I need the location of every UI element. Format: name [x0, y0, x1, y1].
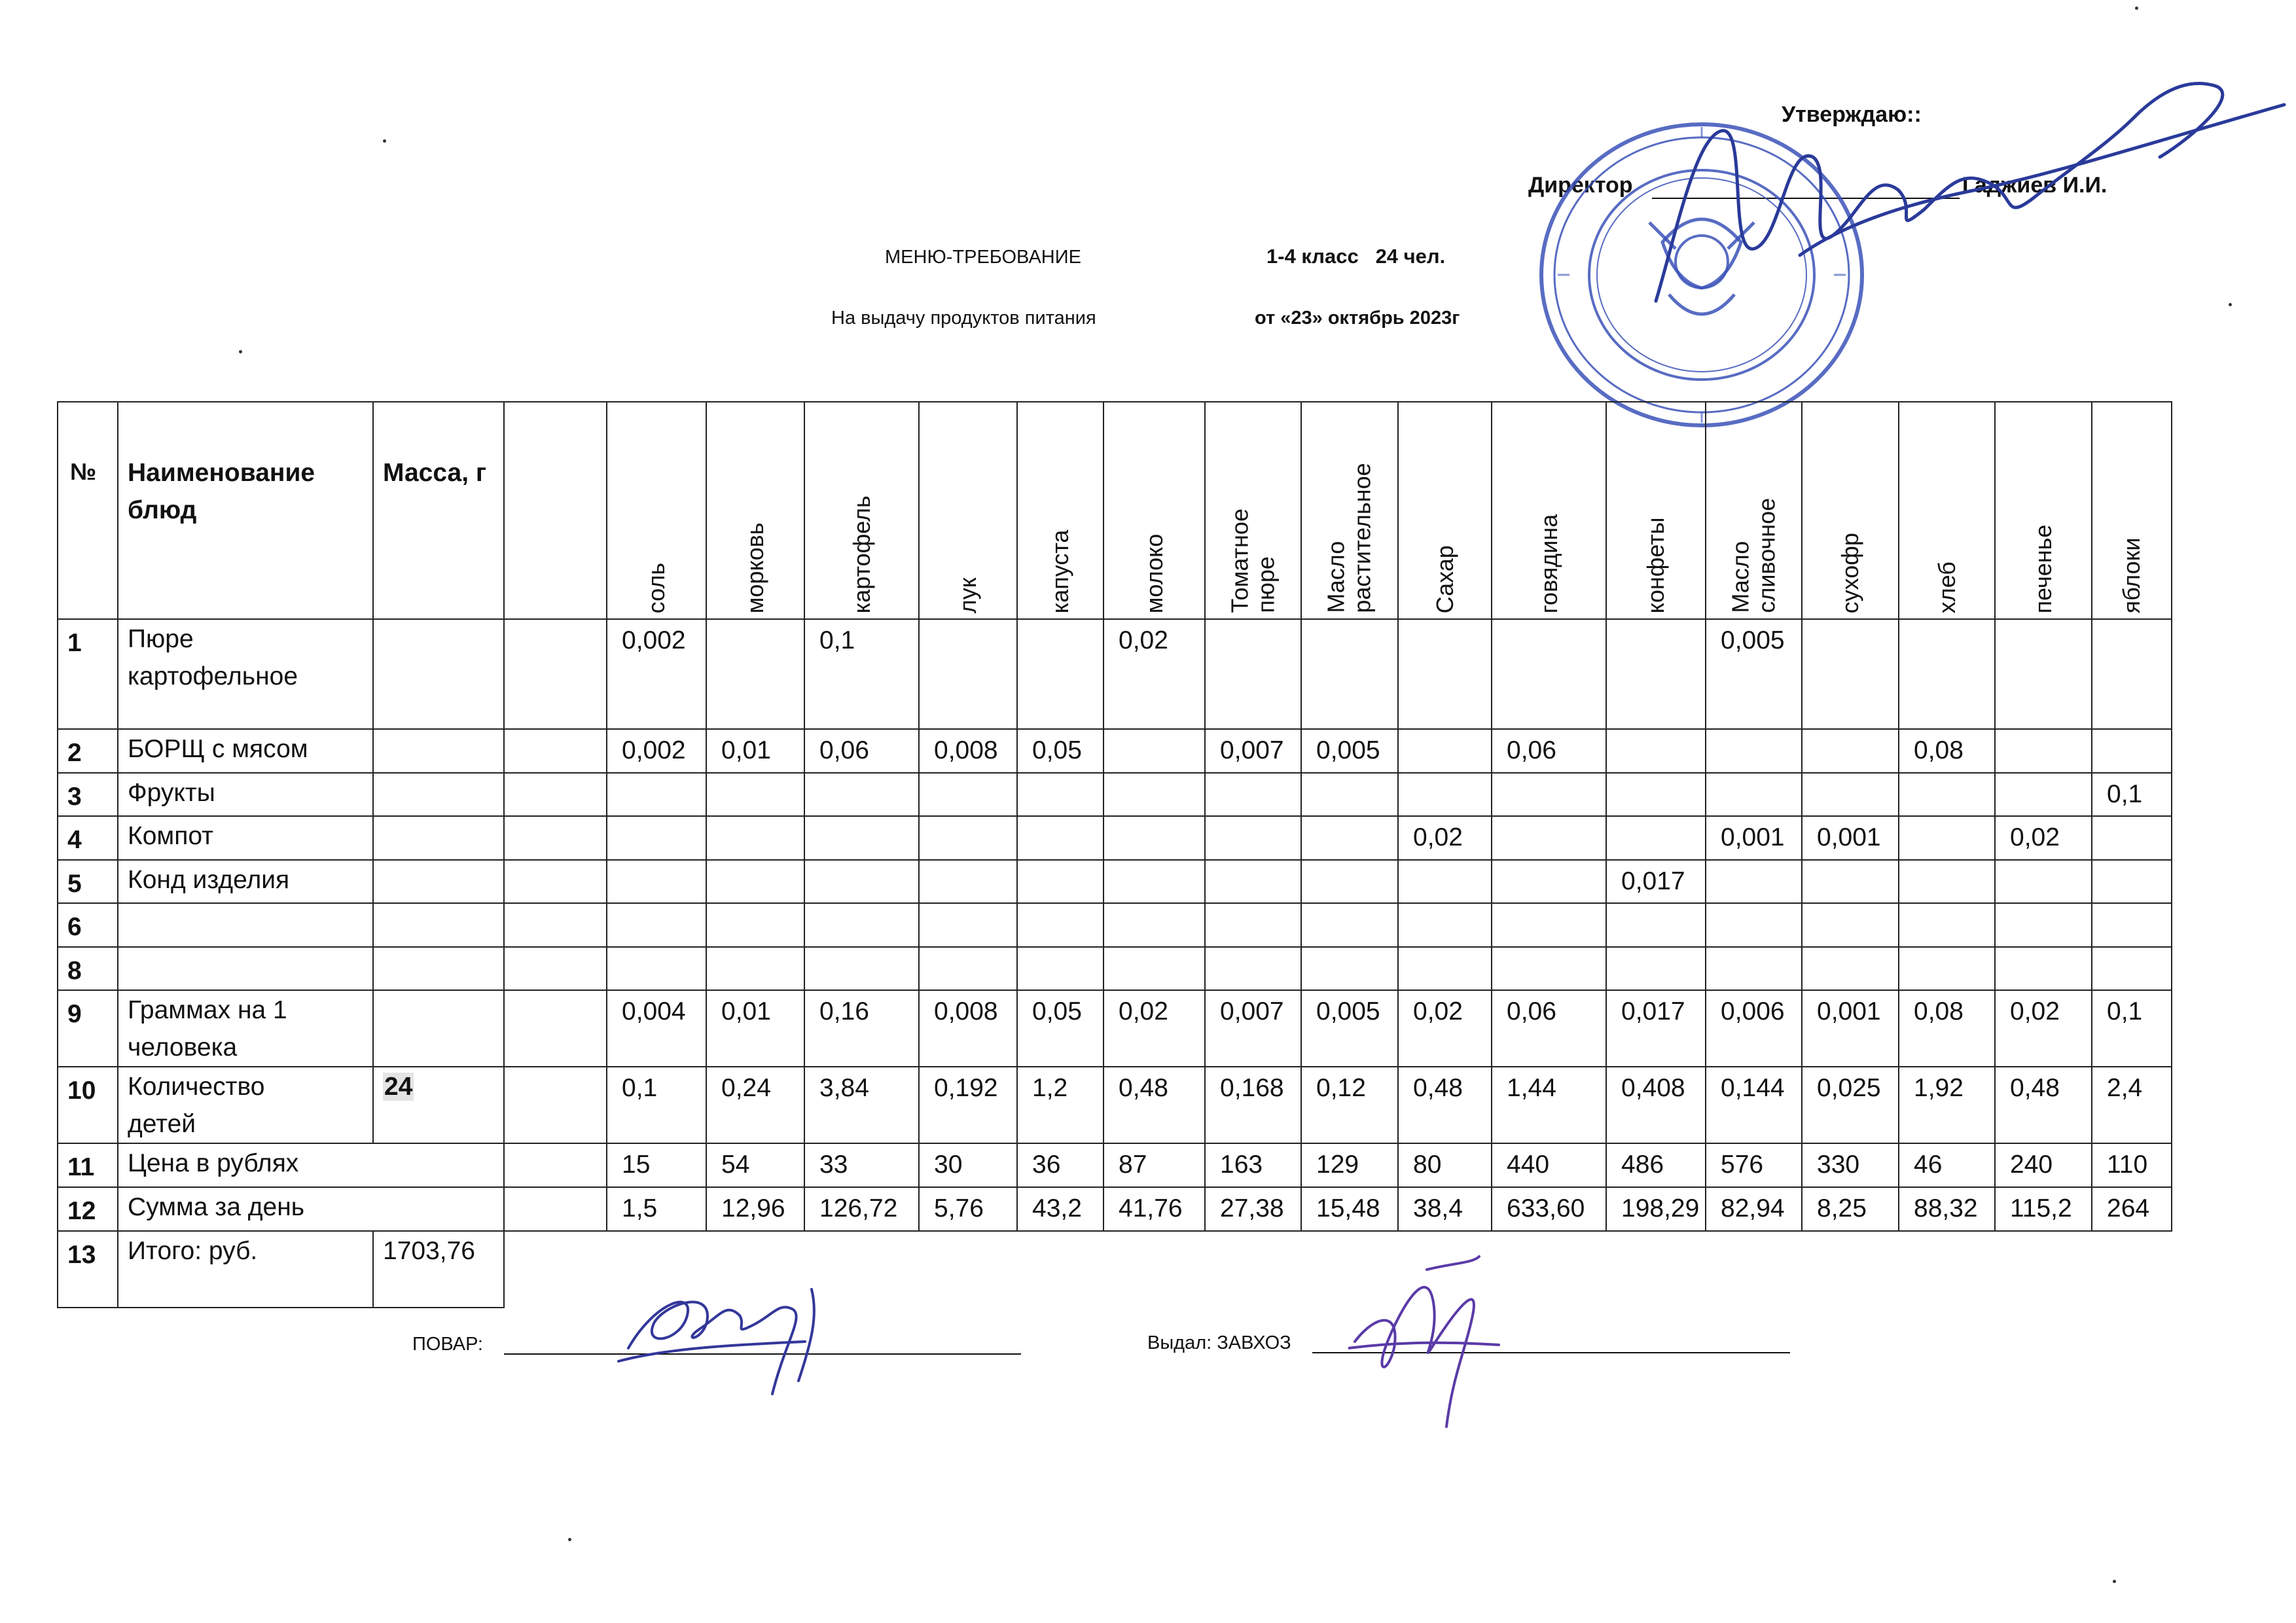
dish-mass	[373, 1067, 504, 1143]
product-quantity-cell	[1017, 773, 1103, 817]
product-quantity-cell: 0,48	[1103, 1067, 1205, 1143]
row-number: 4	[58, 816, 118, 860]
header-product: капуста	[1017, 402, 1103, 619]
product-quantity-cell	[1802, 947, 1899, 991]
class-info: 1-4 класс 24 чел.	[1266, 245, 1446, 268]
product-quantity-cell	[1103, 729, 1205, 773]
product-quantity-cell	[1802, 903, 1899, 947]
product-quantity-cell	[1802, 729, 1899, 773]
table-row	[58, 816, 2172, 860]
product-quantity-cell	[1398, 729, 1492, 773]
sum-cell: 43,2	[1017, 1187, 1103, 1231]
product-quantity-cell: 0,017	[1606, 990, 1706, 1067]
product-quantity-cell	[1205, 619, 1301, 729]
header-product: конфеты	[1606, 402, 1706, 619]
total-row	[58, 1231, 2172, 1308]
product-quantity-cell: 0,005	[1706, 619, 1802, 729]
row-blank	[504, 1187, 607, 1231]
table-row	[58, 619, 2172, 729]
product-quantity-cell	[1492, 947, 1606, 991]
row-number: 1	[58, 619, 118, 729]
row-number: 5	[58, 860, 118, 904]
product-quantity-cell	[1706, 903, 1802, 947]
product-quantity-cell	[1606, 729, 1706, 773]
row-number: 3	[58, 773, 118, 817]
table-row	[58, 773, 2172, 817]
product-quantity-cell	[607, 860, 706, 904]
product-quantity-cell: 1,92	[1899, 1067, 1995, 1143]
header-product: лук	[919, 402, 1017, 619]
scan-speck	[2113, 1580, 2116, 1583]
product-quantity-cell	[1103, 773, 1205, 817]
product-quantity-cell	[2092, 860, 2172, 904]
product-quantity-cell	[706, 860, 804, 904]
product-quantity-cell	[1802, 773, 1899, 817]
director-signature	[1636, 39, 2291, 314]
row-blank	[504, 619, 607, 729]
product-quantity-cell	[1706, 947, 1802, 991]
sum-cell: 8,25	[1802, 1187, 1899, 1231]
dish-mass	[373, 773, 504, 817]
product-quantity-cell	[2092, 619, 2172, 729]
product-quantity-cell: 0,08	[1899, 729, 1995, 773]
product-quantity-cell: 0,008	[919, 729, 1017, 773]
product-quantity-cell	[1492, 816, 1606, 860]
product-quantity-cell	[919, 816, 1017, 860]
header-product: молоко	[1103, 402, 1205, 619]
row-blank	[504, 903, 607, 947]
product-quantity-cell	[1205, 903, 1301, 947]
issued-label: Выдал: ЗАВХОЗ	[1147, 1332, 1291, 1353]
row-blank	[504, 860, 607, 904]
row-blank	[504, 773, 607, 817]
product-quantity-cell: 0,002	[607, 729, 706, 773]
product-quantity-cell: 0,02	[1995, 990, 2092, 1067]
product-quantity-cell: 0,006	[1706, 990, 1802, 1067]
sum-cell: 115,2	[1995, 1187, 2092, 1231]
product-quantity-cell	[706, 773, 804, 817]
product-quantity-cell: 0,004	[607, 990, 706, 1067]
table-row	[58, 729, 2172, 773]
scan-speck	[568, 1538, 571, 1541]
row-label: Итого: руб.	[118, 1231, 373, 1308]
children-count: 24	[384, 1073, 413, 1101]
product-quantity-cell	[1606, 816, 1706, 860]
menu-table	[57, 401, 2172, 1308]
document-date: от «23» октябрь 2023г	[1255, 308, 1460, 329]
product-quantity-cell	[2092, 729, 2172, 773]
product-quantity-cell	[1205, 816, 1301, 860]
sum-cell: 1,5	[607, 1187, 706, 1231]
header-product: печенье	[1995, 402, 2092, 619]
row-number: 10	[58, 1067, 118, 1143]
price-row	[58, 1143, 2172, 1187]
product-quantity-cell	[706, 903, 804, 947]
dish-name: Пюре картофельное	[118, 619, 373, 729]
price-cell: 240	[1995, 1143, 2092, 1187]
header-product: Масло сливочное	[1706, 402, 1802, 619]
row-number: 11	[58, 1143, 118, 1187]
product-quantity-cell: 0,002	[607, 619, 706, 729]
product-quantity-cell	[1995, 729, 2092, 773]
scan-speck	[239, 350, 242, 353]
sum-cell: 5,76	[919, 1187, 1017, 1231]
product-quantity-cell	[1017, 903, 1103, 947]
table-body	[58, 619, 2172, 1143]
product-quantity-cell	[1492, 619, 1606, 729]
sum-cell: 88,32	[1899, 1187, 1995, 1231]
product-quantity-cell: 0,001	[1802, 816, 1899, 860]
product-quantity-cell	[1398, 860, 1492, 904]
row-number: 6	[58, 903, 118, 947]
product-quantity-cell: 0,06	[1492, 990, 1606, 1067]
dish-mass	[373, 860, 504, 904]
product-quantity-cell	[1017, 860, 1103, 904]
product-quantity-cell	[1492, 860, 1606, 904]
product-quantity-cell: 0,1	[2092, 990, 2172, 1067]
price-cell: 36	[1017, 1143, 1103, 1187]
price-cell: 110	[2092, 1143, 2172, 1187]
product-quantity-cell: 0,017	[1606, 860, 1706, 904]
product-quantity-cell: 0,06	[1492, 729, 1606, 773]
table-row	[58, 860, 2172, 904]
product-quantity-cell	[1899, 619, 1995, 729]
product-quantity-cell	[1706, 729, 1802, 773]
product-quantity-cell	[1606, 947, 1706, 991]
header-product: соль	[607, 402, 706, 619]
product-quantity-cell: 0,02	[1103, 619, 1205, 729]
header-product: картофель	[804, 402, 919, 619]
product-quantity-cell	[1103, 816, 1205, 860]
product-quantity-cell: 0,06	[804, 729, 919, 773]
product-quantity-cell	[607, 816, 706, 860]
product-quantity-cell	[1301, 773, 1398, 817]
approve-label: Утверждаю::	[1782, 102, 1922, 127]
director-name: Гаджиев И.И.	[1962, 173, 2108, 198]
price-cell: 486	[1606, 1143, 1706, 1187]
sum-cell: 27,38	[1205, 1187, 1301, 1231]
row-blank	[504, 990, 607, 1067]
row-blank	[504, 729, 607, 773]
sum-cell: 15,48	[1301, 1187, 1398, 1231]
dish-name: Количество детей	[118, 1067, 373, 1143]
product-quantity-cell	[1492, 903, 1606, 947]
product-quantity-cell: 0,008	[919, 990, 1017, 1067]
product-quantity-cell	[2092, 947, 2172, 991]
product-quantity-cell: 0,001	[1706, 816, 1802, 860]
header-product: хлеб	[1899, 402, 1995, 619]
sum-cell: 264	[2092, 1187, 2172, 1231]
product-quantity-cell: 0,168	[1205, 1067, 1301, 1143]
product-quantity-cell	[1706, 860, 1802, 904]
dish-mass	[373, 816, 504, 860]
product-quantity-cell	[2092, 816, 2172, 860]
product-quantity-cell	[607, 903, 706, 947]
product-quantity-cell	[1301, 816, 1398, 860]
product-quantity-cell	[1606, 903, 1706, 947]
product-quantity-cell	[1017, 619, 1103, 729]
product-quantity-cell: 0,05	[1017, 729, 1103, 773]
scan-speck	[383, 139, 386, 143]
row-blank	[504, 816, 607, 860]
sum-cell: 633,60	[1492, 1187, 1606, 1231]
product-quantity-cell	[706, 619, 804, 729]
product-quantity-cell: 1,44	[1492, 1067, 1606, 1143]
product-quantity-cell	[1606, 773, 1706, 817]
header-number: №	[58, 402, 118, 619]
product-quantity-cell	[919, 903, 1017, 947]
product-quantity-cell: 0,025	[1802, 1067, 1899, 1143]
header-product: яблоки	[2092, 402, 2172, 619]
price-cell: 440	[1492, 1143, 1606, 1187]
row-label: Цена в рублях	[118, 1143, 504, 1187]
sum-cell: 126,72	[804, 1187, 919, 1231]
header-product: морковь	[706, 402, 804, 619]
row-number: 13	[58, 1231, 118, 1308]
document-title: МЕНЮ-ТРЕБОВАНИЕ	[885, 247, 1081, 268]
price-cell: 33	[804, 1143, 919, 1187]
header-product: сухофр	[1802, 402, 1899, 619]
price-cell: 80	[1398, 1143, 1492, 1187]
cook-label: ПОВАР:	[412, 1334, 483, 1355]
product-quantity-cell	[1899, 773, 1995, 817]
dish-mass	[373, 619, 504, 729]
product-quantity-cell: 0,24	[706, 1067, 804, 1143]
dish-name: Конд изделия	[118, 860, 373, 904]
product-quantity-cell	[1995, 860, 2092, 904]
dish-name	[118, 903, 373, 947]
product-quantity-cell	[1103, 860, 1205, 904]
product-quantity-cell: 0,12	[1301, 1067, 1398, 1143]
product-quantity-cell	[1017, 947, 1103, 991]
sum-cell: 82,94	[1706, 1187, 1802, 1231]
product-quantity-cell	[1802, 619, 1899, 729]
price-cell: 87	[1103, 1143, 1205, 1187]
product-quantity-cell	[1017, 816, 1103, 860]
product-quantity-cell	[804, 903, 919, 947]
dish-name: Фрукты	[118, 773, 373, 817]
total-value: 1703,76	[373, 1231, 504, 1308]
product-quantity-cell: 0,005	[1301, 729, 1398, 773]
price-cell: 54	[706, 1143, 804, 1187]
header-product: Сахар	[1398, 402, 1492, 619]
price-cell: 330	[1802, 1143, 1899, 1187]
product-quantity-cell	[1899, 860, 1995, 904]
product-quantity-cell: 0,007	[1205, 729, 1301, 773]
cook-signature	[615, 1263, 851, 1420]
storekeeper-signature	[1348, 1243, 1518, 1440]
sum-cell: 12,96	[706, 1187, 804, 1231]
dish-mass	[373, 903, 504, 947]
product-quantity-cell	[1492, 773, 1606, 817]
product-quantity-cell	[1205, 947, 1301, 991]
product-quantity-cell	[919, 773, 1017, 817]
dish-mass	[373, 947, 504, 991]
sum-cell: 198,29	[1606, 1187, 1706, 1231]
product-quantity-cell	[1398, 773, 1492, 817]
product-quantity-cell	[2092, 903, 2172, 947]
product-quantity-cell: 0,01	[706, 729, 804, 773]
product-quantity-cell	[1398, 619, 1492, 729]
product-quantity-cell	[1398, 947, 1492, 991]
product-quantity-cell: 0,16	[804, 990, 919, 1067]
director-label: Директор	[1528, 173, 1633, 198]
product-quantity-cell	[1706, 773, 1802, 817]
dish-name: Граммах на 1 человека	[118, 990, 373, 1067]
header-blank	[504, 402, 607, 619]
product-quantity-cell	[1899, 816, 1995, 860]
product-quantity-cell: 0,001	[1802, 990, 1899, 1067]
dish-mass	[373, 990, 504, 1067]
product-quantity-cell: 0,05	[1017, 990, 1103, 1067]
table-row	[58, 1067, 2172, 1143]
product-quantity-cell	[1606, 619, 1706, 729]
product-quantity-cell: 0,01	[706, 990, 804, 1067]
product-quantity-cell	[804, 773, 919, 817]
product-quantity-cell: 0,1	[607, 1067, 706, 1143]
product-quantity-cell: 0,02	[1103, 990, 1205, 1067]
scan-speck	[2135, 7, 2138, 10]
dish-name: Компот	[118, 816, 373, 860]
product-quantity-cell	[1205, 860, 1301, 904]
product-quantity-cell	[1301, 947, 1398, 991]
row-number: 9	[58, 990, 118, 1067]
product-quantity-cell	[804, 860, 919, 904]
product-quantity-cell	[607, 947, 706, 991]
sum-cell: 38,4	[1398, 1187, 1492, 1231]
product-quantity-cell	[706, 816, 804, 860]
product-quantity-cell	[1205, 773, 1301, 817]
row-label: Сумма за день	[118, 1187, 504, 1231]
product-quantity-cell: 0,144	[1706, 1067, 1802, 1143]
sum-cell: 41,76	[1103, 1187, 1205, 1231]
document-subtitle: На выдачу продуктов питания	[831, 308, 1096, 329]
product-quantity-cell	[1103, 947, 1205, 991]
product-quantity-cell: 1,2	[1017, 1067, 1103, 1143]
price-cell: 576	[1706, 1143, 1802, 1187]
header-product: говядина	[1492, 402, 1606, 619]
product-quantity-cell	[1899, 947, 1995, 991]
product-quantity-cell	[1301, 903, 1398, 947]
row-number: 8	[58, 947, 118, 991]
header-mass: Масса, г	[373, 402, 504, 619]
dish-name	[118, 947, 373, 991]
product-quantity-cell: 0,02	[1398, 816, 1492, 860]
product-quantity-cell: 0,08	[1899, 990, 1995, 1067]
product-quantity-cell	[919, 619, 1017, 729]
product-quantity-cell	[804, 947, 919, 991]
product-quantity-cell	[706, 947, 804, 991]
product-quantity-cell	[1802, 860, 1899, 904]
product-quantity-cell	[1398, 903, 1492, 947]
row-number: 12	[58, 1187, 118, 1231]
product-quantity-cell: 3,84	[804, 1067, 919, 1143]
table-row	[58, 990, 2172, 1067]
price-cell: 15	[607, 1143, 706, 1187]
product-quantity-cell	[804, 816, 919, 860]
product-quantity-cell	[1899, 903, 1995, 947]
price-cell: 46	[1899, 1143, 1995, 1187]
product-quantity-cell: 0,02	[1995, 816, 2092, 860]
product-quantity-cell: 0,48	[1398, 1067, 1492, 1143]
product-quantity-cell: 2,4	[2092, 1067, 2172, 1143]
price-cell: 163	[1205, 1143, 1301, 1187]
product-quantity-cell	[1301, 619, 1398, 729]
table-row	[58, 947, 2172, 991]
product-quantity-cell: 0,192	[919, 1067, 1017, 1143]
row-blank	[504, 1067, 607, 1143]
header-product: Масло растительное	[1301, 402, 1398, 619]
product-quantity-cell	[607, 773, 706, 817]
scan-speck	[2229, 303, 2232, 306]
dish-mass	[373, 729, 504, 773]
product-quantity-cell	[1995, 773, 2092, 817]
product-quantity-cell	[1995, 619, 2092, 729]
row-blank	[504, 947, 607, 991]
header-dish-name: Наименование блюд	[118, 402, 373, 619]
product-quantity-cell: 0,007	[1205, 990, 1301, 1067]
product-quantity-cell	[1103, 903, 1205, 947]
table-header-row	[58, 402, 2172, 619]
table-row	[58, 903, 2172, 947]
row-blank	[504, 1143, 607, 1187]
product-quantity-cell	[1301, 860, 1398, 904]
product-quantity-cell	[1995, 903, 2092, 947]
product-quantity-cell: 0,1	[2092, 773, 2172, 817]
dish-name: БОРЩ с мясом	[118, 729, 373, 773]
product-quantity-cell	[1995, 947, 2092, 991]
product-quantity-cell: 0,408	[1606, 1067, 1706, 1143]
product-quantity-cell	[919, 860, 1017, 904]
price-cell: 129	[1301, 1143, 1398, 1187]
header-product: Томатное пюре	[1205, 402, 1301, 619]
price-cell: 30	[919, 1143, 1017, 1187]
product-quantity-cell	[919, 947, 1017, 991]
product-quantity-cell: 0,005	[1301, 990, 1398, 1067]
row-number: 2	[58, 729, 118, 773]
product-quantity-cell: 0,02	[1398, 990, 1492, 1067]
sum-row	[58, 1187, 2172, 1231]
product-quantity-cell: 0,1	[804, 619, 919, 729]
product-quantity-cell: 0,48	[1995, 1067, 2092, 1143]
